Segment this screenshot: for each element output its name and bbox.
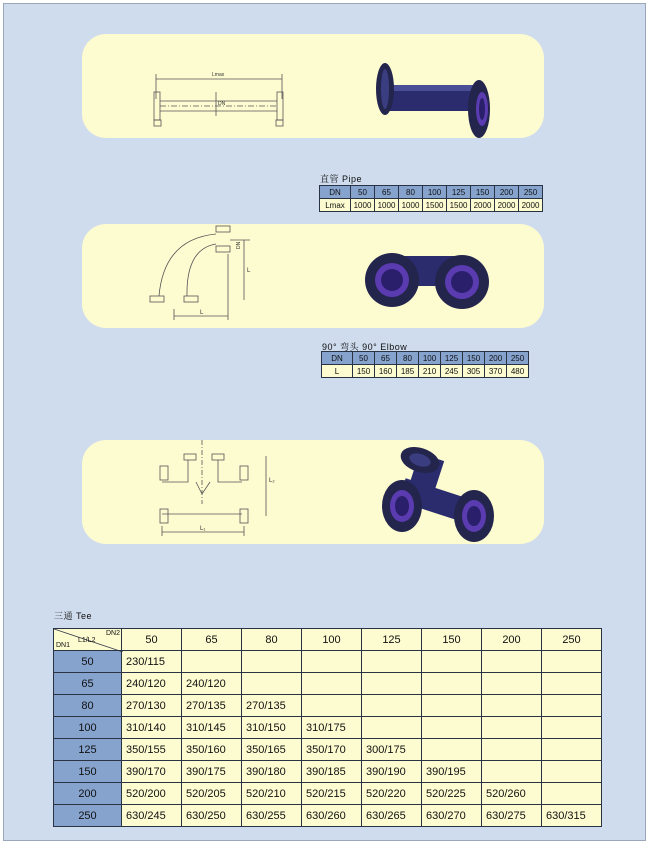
table-cell (542, 761, 602, 783)
table-cell: 350/160 (182, 739, 242, 761)
table-cell (482, 739, 542, 761)
table-cell: 520/260 (482, 783, 542, 805)
table-cell: 630/270 (422, 805, 482, 827)
table-row (54, 783, 602, 805)
pipe-photo (372, 59, 496, 141)
table-cell (362, 717, 422, 739)
table-cell (362, 695, 422, 717)
column-header: 250 (542, 629, 602, 651)
tee-l1-label: L₁ (200, 526, 206, 532)
table-row (54, 739, 602, 761)
column-header: 200 (482, 629, 542, 651)
table-cell: 350/165 (242, 739, 302, 761)
column-header: 100 (302, 629, 362, 651)
value-cell: 1500 (447, 199, 471, 212)
value-cell: 210 (419, 365, 441, 378)
table-cell: 520/200 (122, 783, 182, 805)
table-cell: 630/265 (362, 805, 422, 827)
column-header: 125 (362, 629, 422, 651)
table-row (54, 717, 602, 739)
elbow-photo (364, 242, 494, 322)
table-cell: 520/225 (422, 783, 482, 805)
dn-cell: 200 (495, 186, 519, 199)
table-cell: 630/315 (542, 805, 602, 827)
table-cell: 520/205 (182, 783, 242, 805)
table-row (54, 651, 602, 673)
table-row (54, 695, 602, 717)
table-row (54, 761, 602, 783)
dn-cell: 80 (399, 186, 423, 199)
row-header: 100 (54, 717, 122, 739)
table-cell (422, 717, 482, 739)
pipe-caption: 直管 Pipe (320, 174, 363, 184)
table-cell: 630/245 (122, 805, 182, 827)
table-cell: 350/155 (122, 739, 182, 761)
value-cell: 150 (353, 365, 375, 378)
row-header: 80 (54, 695, 122, 717)
pipe-table (319, 185, 543, 212)
value-cell: 1000 (399, 199, 423, 212)
table-cell (362, 651, 422, 673)
corner-dn1-label: DN1 (56, 642, 71, 649)
value-cell: 2000 (519, 199, 543, 212)
table-cell: 390/180 (242, 761, 302, 783)
dn-cell: 200 (485, 352, 507, 365)
dn-cell: 65 (375, 352, 397, 365)
dn-cell: 50 (351, 186, 375, 199)
table-cell: 310/140 (122, 717, 182, 739)
table-cell (482, 695, 542, 717)
table-cell: 630/250 (182, 805, 242, 827)
table-cell (422, 695, 482, 717)
tee-table (53, 628, 602, 827)
pipe-length-label: Lmax (212, 72, 225, 78)
table-cell (422, 739, 482, 761)
table-cell: 390/175 (182, 761, 242, 783)
value-cell: 480 (507, 365, 529, 378)
column-header: 65 (182, 629, 242, 651)
table-cell: 270/135 (182, 695, 242, 717)
table-cell (542, 783, 602, 805)
dn-cell: 100 (423, 186, 447, 199)
table-cell (242, 651, 302, 673)
tee-l2-label: L₂ (269, 478, 275, 484)
value-cell: 1500 (423, 199, 447, 212)
elbow-dn-label: DN (236, 241, 242, 249)
table-cell: 520/215 (302, 783, 362, 805)
pipe-diameter-label: DN (218, 101, 226, 107)
elbow-caption: 90° 弯头 90° Elbow (322, 342, 408, 352)
table-corner (54, 629, 122, 651)
table-cell (542, 695, 602, 717)
table-cell (302, 651, 362, 673)
value-cell: 160 (375, 365, 397, 378)
dn-cell: 250 (519, 186, 543, 199)
table-cell: 310/150 (242, 717, 302, 739)
table-cell (422, 651, 482, 673)
dn-cell: 125 (447, 186, 471, 199)
table-cell: 520/210 (242, 783, 302, 805)
table-cell (482, 717, 542, 739)
row-header: 200 (54, 783, 122, 805)
dn-cell: 250 (507, 352, 529, 365)
value-cell: 185 (397, 365, 419, 378)
table-cell: 240/120 (182, 673, 242, 695)
value-cell: 2000 (495, 199, 519, 212)
tee-photo (374, 442, 498, 544)
row-header: DN (322, 352, 353, 365)
row-header: 250 (54, 805, 122, 827)
table-cell: 390/170 (122, 761, 182, 783)
table-cell: 310/175 (302, 717, 362, 739)
table-cell (242, 673, 302, 695)
value-cell: 245 (441, 365, 463, 378)
table-cell (482, 761, 542, 783)
row-header: DN (320, 186, 351, 199)
table-cell: 270/135 (242, 695, 302, 717)
value-cell: 1000 (351, 199, 375, 212)
column-header: 50 (122, 629, 182, 651)
dn-cell: 50 (353, 352, 375, 365)
dn-cell: 100 (419, 352, 441, 365)
row-header: 150 (54, 761, 122, 783)
column-header: 150 (422, 629, 482, 651)
row-header: 125 (54, 739, 122, 761)
table-cell: 300/175 (362, 739, 422, 761)
elbow-table (321, 351, 529, 378)
table-row (54, 673, 602, 695)
table-cell: 230/115 (122, 651, 182, 673)
table-cell (482, 673, 542, 695)
table-cell (182, 651, 242, 673)
dn-cell: 80 (397, 352, 419, 365)
table-cell: 390/190 (362, 761, 422, 783)
table-cell: 390/185 (302, 761, 362, 783)
table-cell: 310/145 (182, 717, 242, 739)
elbow-height-label: L (247, 268, 251, 274)
table-cell (302, 673, 362, 695)
row-header: L (322, 365, 353, 378)
tee-caption: 三通 Tee (54, 611, 93, 621)
elbow-width-label: L (200, 310, 204, 316)
table-cell: 270/130 (122, 695, 182, 717)
dn-cell: 65 (375, 186, 399, 199)
table-cell: 350/170 (302, 739, 362, 761)
table-cell (302, 695, 362, 717)
value-cell: 2000 (471, 199, 495, 212)
table-cell (542, 673, 602, 695)
table-cell (542, 651, 602, 673)
table-cell (542, 717, 602, 739)
table-cell: 630/275 (482, 805, 542, 827)
row-header: Lmax (320, 199, 351, 212)
table-cell (542, 739, 602, 761)
value-cell: 370 (485, 365, 507, 378)
value-cell: 305 (463, 365, 485, 378)
table-cell: 520/220 (362, 783, 422, 805)
table-cell (482, 651, 542, 673)
row-header: 50 (54, 651, 122, 673)
dn-cell: 125 (441, 352, 463, 365)
column-header: 80 (242, 629, 302, 651)
value-cell: 1000 (375, 199, 399, 212)
corner-dn2-label: DN2 (106, 630, 121, 637)
dn-cell: 150 (471, 186, 495, 199)
table-cell: 240/120 (122, 673, 182, 695)
table-cell: 390/195 (422, 761, 482, 783)
dn-cell: 150 (463, 352, 485, 365)
table-cell: 630/255 (242, 805, 302, 827)
catalog-page (3, 3, 646, 841)
table-row (54, 805, 602, 827)
table-cell: 630/260 (302, 805, 362, 827)
table-cell (422, 673, 482, 695)
table-cell (362, 673, 422, 695)
corner-l1l2-label: L1/L2 (78, 637, 96, 644)
row-header: 65 (54, 673, 122, 695)
